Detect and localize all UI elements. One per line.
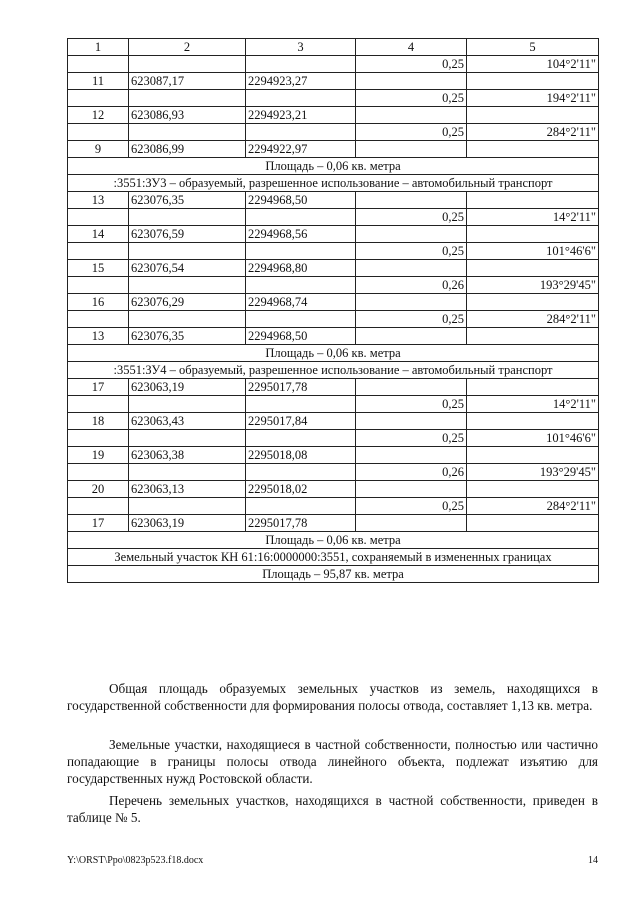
table-segment-row (68, 498, 599, 515)
point-number-cell: 20 (68, 481, 129, 498)
angle-cell (467, 260, 599, 277)
length-cell: 0,25 (356, 243, 467, 260)
x-coordinate-cell (129, 243, 246, 260)
table-segment-row (68, 277, 599, 294)
x-coordinate-cell: 623076,29 (129, 294, 246, 311)
length-cell: 0,26 (356, 464, 467, 481)
x-coordinate-cell (129, 56, 246, 73)
length-cell (356, 141, 467, 158)
x-coordinate-cell: 623076,35 (129, 192, 246, 209)
table-segment-row (68, 209, 599, 226)
angle-cell (467, 141, 599, 158)
table-summary-row (68, 362, 599, 379)
point-number-cell: 14 (68, 226, 129, 243)
y-coordinate-cell (246, 277, 356, 294)
length-cell (356, 226, 467, 243)
point-number-cell: 13 (68, 328, 129, 345)
angle-cell: 14°2'11" (467, 396, 599, 413)
y-coordinate-cell: 2295017,78 (246, 515, 356, 532)
y-coordinate-cell (246, 90, 356, 107)
angle-cell (467, 515, 599, 532)
length-cell: 0,25 (356, 209, 467, 226)
y-coordinate-cell (246, 396, 356, 413)
header-cell: 2 (129, 39, 246, 56)
y-coordinate-cell: 2294923,27 (246, 73, 356, 90)
length-cell (356, 260, 467, 277)
paragraph: Земельные участки, находящиеся в частной собственности, полностью или частично попадающие в границы полосы отвода линейного объекта, подлежат изъятию для государственных нужд Ростовской области. (67, 737, 598, 786)
angle-cell: 101°46'6" (467, 430, 599, 447)
x-coordinate-cell: 623063,43 (129, 413, 246, 430)
header-cell: 1 (68, 39, 129, 56)
x-coordinate-cell (129, 464, 246, 481)
table-summary-row (68, 532, 599, 549)
length-cell (356, 294, 467, 311)
y-coordinate-cell: 2294968,56 (246, 226, 356, 243)
point-number-cell: 11 (68, 73, 129, 90)
point-number-cell: 13 (68, 192, 129, 209)
point-number-cell: 16 (68, 294, 129, 311)
footer-page-number: 14 (588, 855, 598, 866)
coordinates-table (67, 38, 599, 583)
point-number-cell (68, 311, 129, 328)
x-coordinate-cell: 623086,93 (129, 107, 246, 124)
angle-cell: 14°2'11" (467, 209, 599, 226)
table-point-row (68, 447, 599, 464)
table-point-row (68, 328, 599, 345)
summary-cell: :3551:ЗУ4 – образуемый, разрешенное использование – автомобильный транспорт (68, 362, 599, 379)
table-summary-row (68, 175, 599, 192)
table-point-row (68, 481, 599, 498)
angle-cell (467, 192, 599, 209)
table-summary-row (68, 345, 599, 362)
summary-cell: Площадь – 0,06 кв. метра (68, 345, 599, 362)
x-coordinate-cell (129, 430, 246, 447)
table-segment-row (68, 396, 599, 413)
angle-cell: 284°2'11" (467, 124, 599, 141)
y-coordinate-cell: 2294968,50 (246, 328, 356, 345)
x-coordinate-cell (129, 209, 246, 226)
point-number-cell (68, 124, 129, 141)
point-number-cell (68, 430, 129, 447)
table-point-row (68, 226, 599, 243)
x-coordinate-cell: 623063,19 (129, 379, 246, 396)
x-coordinate-cell (129, 311, 246, 328)
table-segment-row (68, 430, 599, 447)
x-coordinate-cell (129, 396, 246, 413)
length-cell (356, 413, 467, 430)
length-cell: 0,26 (356, 277, 467, 294)
y-coordinate-cell: 2294968,50 (246, 192, 356, 209)
table-point-row (68, 413, 599, 430)
angle-cell: 194°2'11" (467, 90, 599, 107)
length-cell (356, 328, 467, 345)
table-summary-row (68, 158, 599, 175)
point-number-cell (68, 56, 129, 73)
point-number-cell (68, 90, 129, 107)
angle-cell (467, 226, 599, 243)
y-coordinate-cell (246, 209, 356, 226)
point-number-cell (68, 243, 129, 260)
y-coordinate-cell: 2295018,08 (246, 447, 356, 464)
table-summary-row (68, 549, 599, 566)
length-cell: 0,25 (356, 124, 467, 141)
table-summary-row (68, 566, 599, 583)
y-coordinate-cell (246, 464, 356, 481)
footer-file-path: Y:\ORST\Ppo\0823p523.f18.docx (67, 855, 204, 866)
point-number-cell (68, 464, 129, 481)
table-point-row (68, 515, 599, 532)
angle-cell: 284°2'11" (467, 311, 599, 328)
length-cell (356, 379, 467, 396)
table-point-row (68, 294, 599, 311)
angle-cell (467, 379, 599, 396)
angle-cell: 193°29'45" (467, 464, 599, 481)
x-coordinate-cell (129, 277, 246, 294)
table-header-row (68, 39, 599, 56)
angle-cell (467, 107, 599, 124)
y-coordinate-cell (246, 430, 356, 447)
y-coordinate-cell (246, 124, 356, 141)
x-coordinate-cell: 623086,99 (129, 141, 246, 158)
angle-cell: 101°46'6" (467, 243, 599, 260)
summary-cell: Площадь – 95,87 кв. метра (68, 566, 599, 583)
summary-cell: Земельный участок КН 61:16:0000000:3551, сохраняемый в измененных границах (68, 549, 599, 566)
x-coordinate-cell: 623076,35 (129, 328, 246, 345)
y-coordinate-cell: 2294968,74 (246, 294, 356, 311)
paragraph: Общая площадь образуемых земельных участков из земель, находящихся в государственной собственности для формирования полосы отвода, составляет 1,13 кв. метра. (67, 681, 598, 713)
x-coordinate-cell (129, 498, 246, 515)
point-number-cell (68, 277, 129, 294)
angle-cell (467, 413, 599, 430)
length-cell: 0,25 (356, 396, 467, 413)
length-cell (356, 515, 467, 532)
point-number-cell: 12 (68, 107, 129, 124)
length-cell: 0,25 (356, 90, 467, 107)
summary-cell: Площадь – 0,06 кв. метра (68, 532, 599, 549)
angle-cell (467, 73, 599, 90)
table-point-row (68, 260, 599, 277)
length-cell (356, 73, 467, 90)
table-segment-row (68, 124, 599, 141)
table-point-row (68, 141, 599, 158)
length-cell: 0,25 (356, 430, 467, 447)
angle-cell: 284°2'11" (467, 498, 599, 515)
x-coordinate-cell: 623076,54 (129, 260, 246, 277)
header-cell: 4 (356, 39, 467, 56)
x-coordinate-cell: 623063,38 (129, 447, 246, 464)
angle-cell (467, 447, 599, 464)
table-segment-row (68, 311, 599, 328)
x-coordinate-cell (129, 124, 246, 141)
length-cell (356, 192, 467, 209)
point-number-cell (68, 396, 129, 413)
summary-cell: Площадь – 0,06 кв. метра (68, 158, 599, 175)
table-segment-row (68, 243, 599, 260)
summary-cell: :3551:ЗУ3 – образуемый, разрешенное использование – автомобильный транспорт (68, 175, 599, 192)
angle-cell: 104°2'11" (467, 56, 599, 73)
point-number-cell: 17 (68, 379, 129, 396)
paragraph: Перечень земельных участков, находящихся в частной собственности, приведен в таблице № 5. (67, 793, 598, 825)
y-coordinate-cell: 2294968,80 (246, 260, 356, 277)
point-number-cell (68, 209, 129, 226)
y-coordinate-cell: 2295017,78 (246, 379, 356, 396)
length-cell: 0,25 (356, 56, 467, 73)
x-coordinate-cell: 623063,19 (129, 515, 246, 532)
table-segment-row (68, 56, 599, 73)
x-coordinate-cell: 623063,13 (129, 481, 246, 498)
length-cell: 0,25 (356, 498, 467, 515)
table-segment-row (68, 464, 599, 481)
point-number-cell: 18 (68, 413, 129, 430)
length-cell: 0,25 (356, 311, 467, 328)
angle-cell (467, 328, 599, 345)
angle-cell (467, 481, 599, 498)
point-number-cell (68, 498, 129, 515)
length-cell (356, 481, 467, 498)
point-number-cell: 9 (68, 141, 129, 158)
y-coordinate-cell: 2294923,21 (246, 107, 356, 124)
y-coordinate-cell (246, 243, 356, 260)
angle-cell: 193°29'45" (467, 277, 599, 294)
y-coordinate-cell: 2295017,84 (246, 413, 356, 430)
header-cell: 5 (467, 39, 599, 56)
y-coordinate-cell (246, 311, 356, 328)
table-point-row (68, 379, 599, 396)
angle-cell (467, 294, 599, 311)
length-cell (356, 447, 467, 464)
length-cell (356, 107, 467, 124)
header-cell: 3 (246, 39, 356, 56)
point-number-cell: 17 (68, 515, 129, 532)
table-segment-row (68, 90, 599, 107)
y-coordinate-cell: 2294922,97 (246, 141, 356, 158)
table-point-row (68, 192, 599, 209)
x-coordinate-cell: 623076,59 (129, 226, 246, 243)
x-coordinate-cell: 623087,17 (129, 73, 246, 90)
y-coordinate-cell: 2295018,02 (246, 481, 356, 498)
point-number-cell: 19 (68, 447, 129, 464)
table-point-row (68, 73, 599, 90)
x-coordinate-cell (129, 90, 246, 107)
y-coordinate-cell (246, 498, 356, 515)
y-coordinate-cell (246, 56, 356, 73)
point-number-cell: 15 (68, 260, 129, 277)
table-point-row (68, 107, 599, 124)
